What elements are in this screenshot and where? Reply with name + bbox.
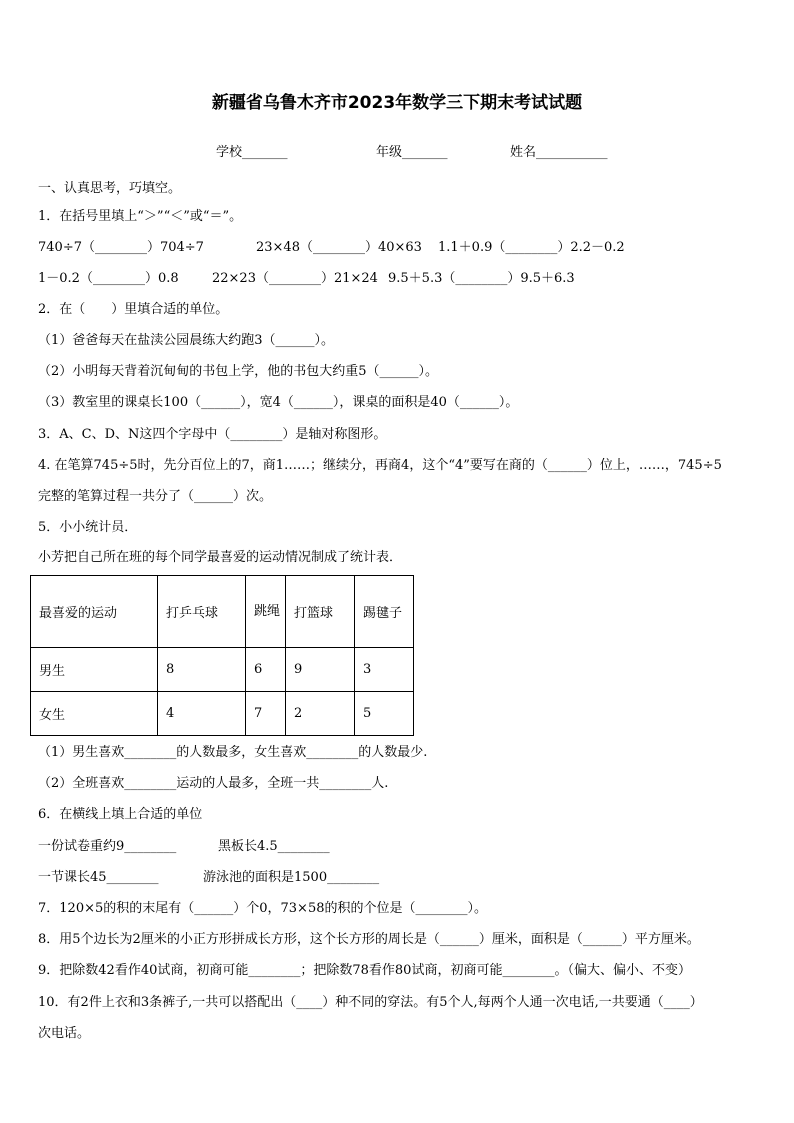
q6-item: 黑板长4.5________ [218, 839, 330, 854]
q10-line2: 次电话。 [38, 1026, 91, 1041]
table-header-cell: 最喜爱的运动 [31, 576, 158, 648]
q5-description: 小芳把自己所在班的每个同学最喜爱的运动情况制成了统计表． [38, 550, 403, 565]
table-header-cell: 踢毽子 [355, 576, 414, 648]
statistics-table [30, 575, 414, 736]
table-cell: 9 [286, 648, 355, 692]
q5-sub2: （2）全班喜欢________运动的人最多，全班一共________人. [38, 776, 389, 791]
table-header-cell: 打乒乓球 [158, 576, 246, 648]
q1-item: 9.5＋5.3（________）9.5＋6.3 [388, 271, 575, 286]
q2-sub2: （2）小明每天背着沉甸甸的书包上学，他的书包大约重5（______）。 [38, 364, 439, 379]
table-header-text: 跳绳 [254, 603, 281, 619]
q2-sub1: （1）爸爸每天在盐渎公园晨练大约跑3（______）。 [38, 333, 335, 348]
q1-item: 23×48（________）40×63 [256, 240, 422, 255]
q6-item: 游泳池的面积是1500________ [203, 870, 380, 885]
table-cell: 5 [355, 692, 414, 736]
q1-item: 1.1＋0.9（________）2.2－0.2 [438, 240, 625, 255]
q7-text: 7．120×5的积的末尾有（______）个0，73×58的积的个位是（________）。 [38, 901, 487, 916]
q5-sub1: （1）男生喜欢________的人数最多，女生喜欢________的人数最少. [38, 745, 428, 760]
grade-field: 年级_______ [376, 145, 448, 160]
q8-text: 8．用5个边长为2厘米的小正方形拼成长方形，这个长方形的周长是（______）厘米，面积是（______）平方厘米。 [38, 932, 700, 947]
page-title: 新疆省乌鲁木齐市2023年数学三下期末考试试题 [211, 93, 583, 113]
q2-stem: 2．在（ ）里填合适的单位。 [38, 302, 229, 317]
school-field: 学校_______ [216, 145, 288, 160]
table-cell: 2 [286, 692, 355, 736]
q2-sub3: （3）教室里的课桌长100（______），宽4（______），课桌的面积是40（______）。 [38, 395, 519, 410]
table-header-row [31, 576, 414, 648]
table-cell: 3 [355, 648, 414, 692]
q9-text: 9．把除数42看作40试商，初商可能________；把除数78看作80试商，初商可能________。（偏大、偏小、不变） [38, 963, 691, 978]
q6-item: 一节课长45________ [38, 870, 159, 885]
section-heading: 一、认真思考，巧填空。 [38, 181, 182, 196]
table-cell: 4 [158, 692, 246, 736]
q1-stem: 1．在括号里填上“＞”“＜”或“＝”。 [38, 209, 243, 224]
table-header-cell [246, 576, 286, 648]
q4-line1: 4. 在笔算745÷5时，先分百位上的7，商1……；继续分，再商4，这个“4”要写在商的（______）位上，……，745÷5 [38, 458, 722, 473]
table-cell: 6 [246, 648, 286, 692]
q1-item: 22×23（________）21×24 [212, 271, 378, 286]
table-row [31, 692, 414, 736]
name-field: 姓名___________ [510, 145, 608, 160]
table-header-cell: 打篮球 [286, 576, 355, 648]
q3-text: 3．A、C、D、N这四个字母中（________）是轴对称图形。 [38, 427, 387, 442]
table-cell: 7 [246, 692, 286, 736]
q1-item: 740÷7（________）704÷7 [38, 240, 204, 255]
q5-stem: 5．小小统计员． [38, 520, 138, 535]
table-cell: 8 [158, 648, 246, 692]
q6-item: 一份试卷重约9________ [38, 839, 177, 854]
q6-stem: 6．在横线上填上合适的单位 [38, 807, 203, 822]
table-cell: 女生 [31, 692, 158, 736]
table-cell: 男生 [31, 648, 158, 692]
q1-item: 1－0.2（________）0.8 [38, 271, 179, 286]
q4-line2: 完整的笔算过程一共分了（______）次。 [38, 489, 273, 504]
q10-line1: 10．有2件上衣和3条裤子,一共可以搭配出（____）种不同的穿法。有5个人,每两个人通一次电话,一共要通（____） [38, 995, 703, 1010]
table-row [31, 648, 414, 692]
